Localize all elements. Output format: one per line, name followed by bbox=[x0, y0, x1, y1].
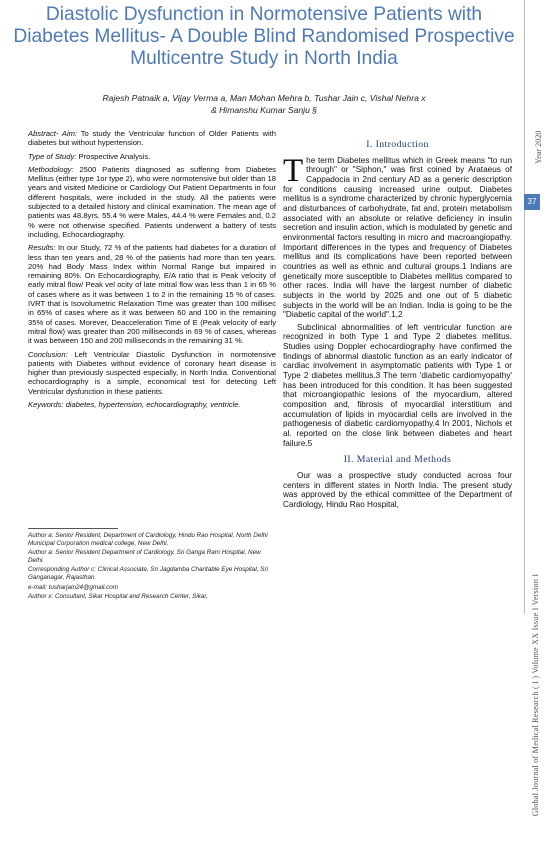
body-column bbox=[283, 140, 512, 513]
aim-text: To study the Ventricular function of Older Patients with diabetes but without hypertension. bbox=[28, 129, 276, 148]
intro-paragraph-2: Subclinical abnormalities of left ventricular function are recognized in both Type 1 and Type 2 diabetes mellitus. Studies using Doppler echocardiography have confirmed the findings of abnormal diastolic function as an early indicator of cardiac involvement in asymptomatic patients with Type 1 or Type 2 diabetes mellitus.3 The term 'diabetic cardiomyopathy' has been introduced for this condition. It has been suggested that microangiopathic lesions of the myocardium, altered composition and, fibrosis of myocardial interstitium and accumulation of lipids in myocardial cells are involved in the pathogenesis of diabetic cardiomyopathy.4 In 2001, Nichols et al. reported on the close link between diabetes and heart failure.5 bbox=[283, 322, 512, 448]
conclusion-text: Left Ventricular Diastolic Dysfunction in normotensive patients with Diabetes without evidence of coronary heart disease is higher than previously suspected especially, in North India. Conventional echocardiography is a simple, economical test for detecting Left Ventricular dysfunction in these patients. bbox=[28, 349, 276, 396]
footnote: Author a: Senior Resident Department of Cardiology, Sri Ganga Ram Hospital, New Delhi. bbox=[28, 549, 261, 564]
year-label: Year 2020 bbox=[534, 130, 543, 164]
type-text: Prospective Analysis. bbox=[78, 151, 151, 161]
methodology-text: 2500 Patients diagnosed as suffering from Diabetes Mellitus (either type 1or type 2), who were normotensive but older than 18 years and visited Medicine or Cardiology Out Patient Departments in four different hospitals, were included in the study. All the patients were subjected to a detailed history and clinical examination. The mean age of patients was 48.8yrs. 55.4 % were Males, 44.4 % were Females and, 0.2 % were not otherwise specified. Patients underwent a battery of tests including, Echocardiography. bbox=[28, 164, 276, 239]
sidebar-rule bbox=[524, 0, 525, 614]
abstract-column bbox=[28, 129, 276, 413]
author-footnotes bbox=[28, 532, 276, 603]
methodology-label: Methodology: bbox=[28, 164, 74, 174]
results-text: In our Study, 72 % of the patients had diabetes for a duration of less than ten years and, 28 % of the patients had more than ten years. 20% had Body Mass Index within Normal Range but impaired in remaining 80%. On Echocardiography, E/A ratio that is Peak velocity of early mitral flow/ Peak vel ocity of late mitral flow was less than 1 in 65 % of cases where as it was between 1 to 2 in the remaining 15 % of cases. IVRT that is Isovolumetric Relaxation Time was greater than 100 millisec in 65% of cases where as it was between 60 and 100 in the remaining 35% of cases. Morever, Deacceleration Time of E (Peak velocity of early mitral flow) was greater than 200 milliseconds in 69 % of cases, whereas it was between 150 and 200 milliseconds in the remaining 31 %. bbox=[28, 243, 276, 346]
authors-line-1: Rajesh Patnaik a, Vijay Verma a, Man Mohan Mehra b, Tushar Jain c, Vishal Nehra x bbox=[102, 93, 426, 103]
page-number-badge: 37 bbox=[524, 194, 540, 210]
journal-name: Global Journal of Medical Research ( I ) Volume XX Issue I Version I bbox=[531, 573, 540, 817]
abstract-results bbox=[28, 243, 276, 345]
author-list bbox=[6, 92, 522, 116]
footnote: Corresponding Author c: Clinical Associate, Sri Jagdamba Charitable Eye Hospital, Sri Ganganagar, Rajasthan. bbox=[28, 566, 268, 581]
type-label: Type of Study: bbox=[28, 151, 77, 161]
article-title: Diastolic Dysfunction in Normotensive Patients with Diabetes Mellitus- A Double Blind Randomised Prospective Multicentre Study in North India bbox=[13, 4, 515, 69]
conclusion-label: Conclusion: bbox=[28, 349, 68, 359]
methods-heading: II. Material and Methods bbox=[343, 454, 452, 466]
abstract-type bbox=[28, 152, 276, 161]
aim-label: Abstract- Aim: bbox=[28, 129, 78, 138]
intro-p1-text: he term Diabetes mellitus which in Greek means "to run through" or "Siphon," was first coined by Arataeus of Cappadocia in 2nd century AD as a generic description for conditions causing increased urine output. Diabetes mellitus is a syndrome characterized by chronic hyperglycemia and disturbances of carbohydrate, fat and, protein metabolism associated with an absolute or relative deficiency in insulin secretion and insulin action, which is modulated by genetic and environmental factors resulting in micro and macroangiopathy. Important differences in the types and frequency of Diabetes mellitus and its complications have been reported between countries as well as ethnic and cultural groups.1 Indians are genetically more susceptible to Diabetes mellitus compared to other races. India will have the largest number of diabetic subjects in the world by 2025 and one out of 5 diabetic subjects in the world will be an Indian. India is going to be the "Diabetic capital of the world".1,2 bbox=[283, 155, 512, 320]
keywords-label: Keywords: bbox=[28, 400, 64, 410]
keywords-text: diabetes, hypertension, echocardiography, ventricle. bbox=[65, 400, 241, 410]
abstract-methodology bbox=[28, 165, 276, 239]
footnote: Author a: Senior Resident, Department of Cardiology, Hindu Rao Hospital, North Delhi Municipal Corporation medical college, New Delhi. bbox=[28, 532, 268, 547]
footnote-divider bbox=[28, 528, 118, 529]
footnote-email: e-mail: tusharjain24@gmail.com bbox=[28, 583, 119, 591]
methods-paragraph-1: Our was a prospective study conducted across four centers in different states in North India. The present study was approved by the ethical committee of the Department of Cardiology, Hindu Rao Hospital, bbox=[283, 471, 512, 509]
abstract-aim bbox=[28, 129, 276, 148]
abstract-conclusion bbox=[28, 350, 276, 396]
drop-cap: T bbox=[283, 152, 304, 189]
authors-line-2: & Himanshu Kumar Sanju § bbox=[210, 105, 318, 115]
introduction-heading: I. Introduction bbox=[366, 139, 429, 150]
abstract-keywords bbox=[28, 400, 276, 409]
footnote: Author x: Consultant, Sikar Hospital and Research Center, Sikar, bbox=[28, 593, 208, 601]
results-label: Results: bbox=[28, 243, 56, 253]
intro-paragraph-1 bbox=[283, 152, 512, 320]
